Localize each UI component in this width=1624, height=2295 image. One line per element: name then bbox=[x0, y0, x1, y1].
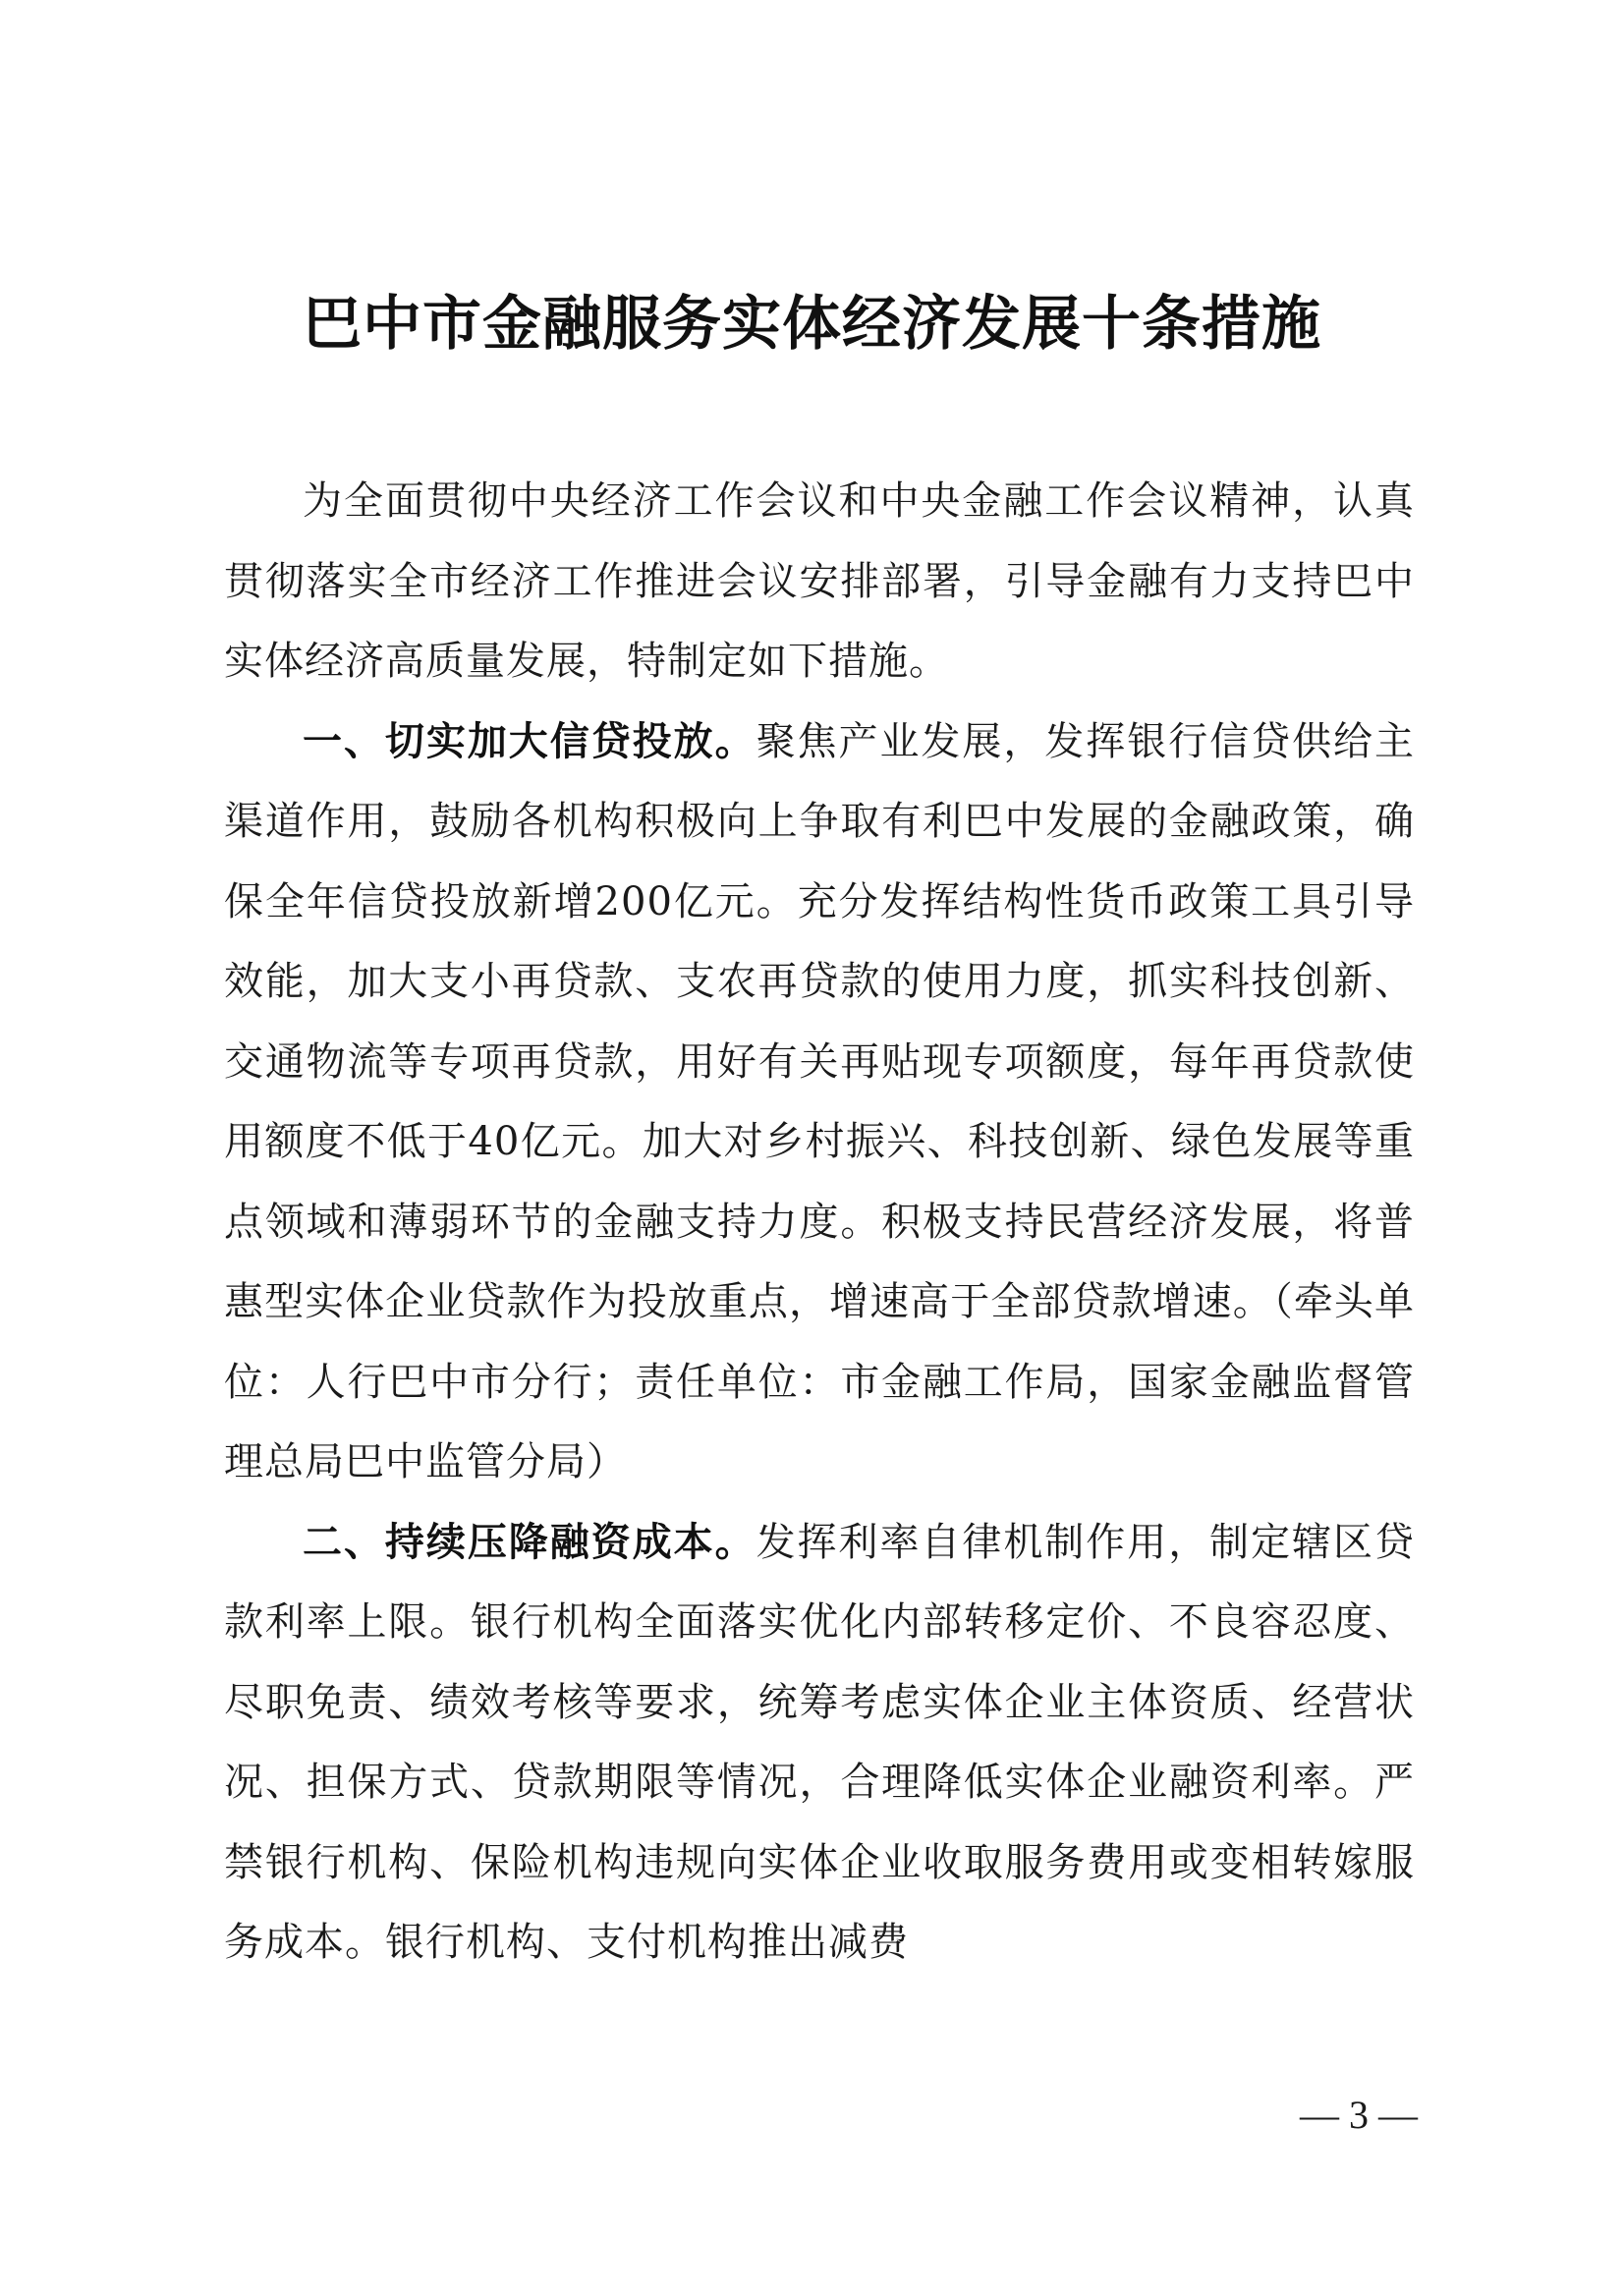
paragraph-intro-text: 为全面贯彻中央经济工作会议和中央金融工作会议精神，认真贯彻落实全市经济工作推进会议安排部署，引导金融有力支持巴中实体经济高质量发展，特制定如下措施。 bbox=[224, 478, 1415, 684]
paragraph-measure-2 bbox=[224, 1503, 1415, 1984]
measure-1-text: 聚焦产业发展，发挥银行信贷供给主渠道作用，鼓励各机构积极向上争取有利巴中发展的金融政策，确保全年信贷投放新增200亿元。充分发挥结构性货币政策工具引导效能，加大支小再贷款、支农再贷款的使用力度，抓实科技创新、交通物流等专项再贷款，用好有关再贴现专项额度，每年再贷款使用额度不低于40亿元。加大对乡村振兴、科技创新、绿色发展等重点领域和薄弱环节的金融支持力度。积极支持民营经济发展，将普惠型实体企业贷款作为投放重点，增速高于全部贷款增速。（牵头单位：人行巴中市分行；责任单位：市金融工作局，国家金融监督管理总局巴中监管分局） bbox=[224, 718, 1416, 1484]
measure-2-text: 发挥利率自律机制作用，制定辖区贷款利率上限。银行机构全面落实优化内部转移定价、不良容忍度、尽职免责、绩效考核等要求，统筹考虑实体企业主体资质、经营状况、担保方式、贷款期限等情况，合理降低实体企业融资利率。严禁银行机构、保险机构违规向实体企业收取服务费用或变相转嫁服务成本。银行机构、支付机构推出减费 bbox=[224, 1519, 1416, 1965]
measure-1-heading: 一、切实加大信贷投放。 bbox=[303, 718, 756, 764]
measure-2-heading: 二、持续压降融资成本。 bbox=[303, 1519, 756, 1565]
paragraph-intro bbox=[224, 462, 1415, 702]
document-body bbox=[224, 462, 1415, 1984]
page-number: — 3 — bbox=[1300, 2093, 1418, 2137]
paragraph-measure-1 bbox=[224, 702, 1415, 1503]
document-title: 巴中市金融服务实体经济发展十条措施 bbox=[303, 290, 1321, 359]
